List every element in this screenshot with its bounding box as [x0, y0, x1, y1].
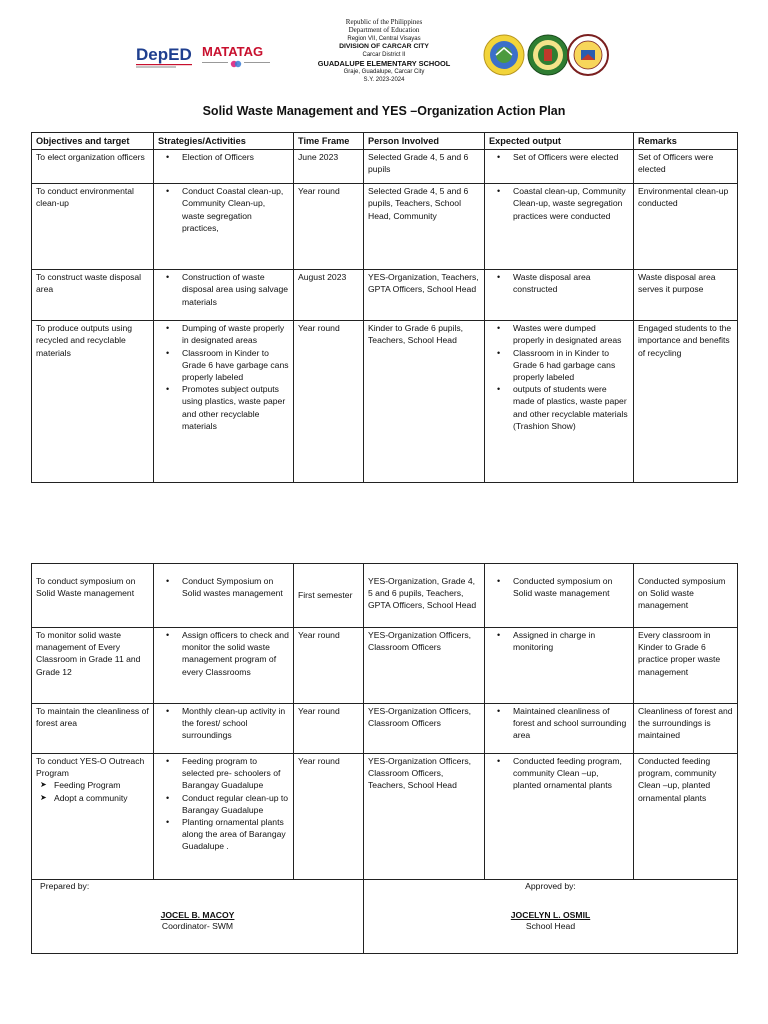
list-item: ➤ Adopt a community	[54, 792, 149, 804]
remarks-cell: Conducted symposium on Solid waste management	[634, 564, 738, 628]
objective-cell: To maintain the cleanliness of forest area	[32, 704, 154, 754]
persons-cell: YES-Organization, Grade 4, 5 and 6 pupils, Teachers, GPTA Officers, School Head	[364, 564, 485, 628]
approved-name: JOCELYN L. OSMIL	[510, 909, 591, 920]
output-cell	[485, 704, 634, 754]
strategies-cell	[154, 150, 294, 184]
prepared-name: JOCEL B. MACOY	[160, 909, 235, 920]
list-item: • Election of Officers	[182, 151, 289, 163]
department-line: Department of Education	[348, 26, 420, 35]
school-address: Graje, Guadalupe, Carcar City	[343, 69, 425, 76]
approved-by-cell	[364, 880, 738, 954]
column-header: Remarks	[634, 133, 738, 150]
strategies-cell	[154, 270, 294, 321]
list-item: • Set of Officers were elected	[513, 151, 629, 163]
remarks-cell: Environmental clean-up conducted	[634, 184, 738, 270]
persons-cell: YES-Organization Officers, Classroom Officers	[364, 704, 485, 754]
persons-cell: YES-Organization Officers, Classroom Officers	[364, 628, 485, 704]
table-row	[32, 704, 738, 754]
deped-seal-icon	[567, 34, 609, 76]
school-year: S.Y. 2023-2024	[363, 77, 405, 84]
strategies-cell	[154, 321, 294, 483]
approved-label: Approved by:	[525, 881, 576, 891]
table-row	[32, 150, 738, 184]
school-name: GUADALUPE ELEMENTARY SCHOOL	[317, 59, 451, 69]
persons-cell: Selected Grade 4, 5 and 6 pupils	[364, 150, 485, 184]
list-item: • Conduct regular clean-up to Barangay Guadalupe	[182, 792, 289, 816]
prepared-label: Prepared by:	[40, 881, 90, 891]
matatag-logo	[200, 38, 278, 72]
output-cell	[485, 564, 634, 628]
strategies-cell	[154, 184, 294, 270]
list-item: • Assigned in charge in monitoring	[513, 629, 629, 653]
strategies-cell	[154, 754, 294, 880]
column-header: Time Frame	[294, 133, 364, 150]
table-row	[32, 321, 738, 483]
list-item: • Waste disposal area constructed	[513, 271, 629, 295]
persons-cell: YES-Organization, Teachers, GPTA Officers, School Head	[364, 270, 485, 321]
persons-cell: Selected Grade 4, 5 and 6 pupils, Teachers, School Head, Community	[364, 184, 485, 270]
republic-line: Republic of the Philippines	[345, 18, 423, 26]
strategies-cell	[154, 704, 294, 754]
output-cell	[485, 150, 634, 184]
division-seal-icon	[527, 34, 569, 76]
list-item: ➤ Feeding Program	[54, 779, 149, 791]
list-item: • Conducted feeding program, community Clean –up, planted ornamental plants	[513, 755, 629, 792]
region-line: Region VII, Central Visayas	[347, 35, 421, 42]
column-header: Person Involved	[364, 133, 485, 150]
output-cell	[485, 754, 634, 880]
list-item: • Feeding program to selected pre- schoolers of Barangay Guadalupe	[182, 755, 289, 792]
list-item: • Maintained cleanliness of forest and school surrounding area	[513, 705, 629, 742]
list-item: • Classroom in in Kinder to Grade 6 had garbage cans properly labeled	[513, 347, 629, 384]
remarks-cell: Set of Officers were elected	[634, 150, 738, 184]
list-item: • Monthly clean-up activity in the forest/ school surroundings	[182, 705, 289, 742]
page-title: Solid Waste Management and YES –Organization Action Plan	[202, 104, 566, 118]
remarks-cell: Conducted feeding program, community Clean –up, planted ornamental plants	[634, 754, 738, 880]
deped-logo	[134, 38, 196, 72]
objective-cell: To elect organization officers	[32, 150, 154, 184]
prepared-by-cell	[32, 880, 364, 954]
strategies-cell	[154, 564, 294, 628]
matatag-logo-text: MATATAG	[202, 44, 264, 59]
objective-cell: To produce outputs using recycled and recyclable materials	[32, 321, 154, 483]
objective-text: To conduct YES-O Outreach Program	[36, 756, 145, 779]
table-row	[32, 754, 738, 880]
time-frame-cell: First semester	[294, 564, 364, 628]
objective-cell: To conduct symposium on Solid Waste management	[32, 564, 154, 628]
prepared-title: Coordinator- SWM	[161, 921, 234, 931]
time-frame-cell: August 2023	[294, 270, 364, 321]
list-item: • Promotes subject outputs using plastics, waste paper and other recyclable materials	[182, 383, 289, 432]
signature-row	[32, 880, 738, 954]
list-item: • Conduct Symposium on Solid wastes management	[182, 575, 289, 599]
approved-title: School Head	[525, 921, 576, 931]
action-plan-table	[31, 132, 738, 483]
objective-cell: To monitor solid waste management of Every Classroom in Grade 11 and Grade 12	[32, 628, 154, 704]
list-item: • Construction of waste disposal area using salvage materials	[182, 271, 289, 308]
objective-cell: To conduct environmental clean-up	[32, 184, 154, 270]
persons-cell: Kinder to Grade 6 pupils, Teachers, School Head	[364, 321, 485, 483]
time-frame-cell: June 2023	[294, 150, 364, 184]
table-row	[32, 270, 738, 321]
action-plan-table-continued	[31, 563, 738, 954]
list-item: • Assign officers to check and monitor the solid waste management program of every Classrooms	[182, 629, 289, 678]
remarks-cell: Cleanliness of forest and the surroundings is maintained	[634, 704, 738, 754]
output-cell	[485, 184, 634, 270]
time-frame-cell: Year round	[294, 184, 364, 270]
table-row	[32, 184, 738, 270]
list-item: • Planting ornamental plants along the area of Barangay Guadalupe .	[182, 816, 289, 853]
list-item: • Wastes were dumped properly in designated areas	[513, 322, 629, 346]
list-item: • Conducted symposium on Solid waste management	[513, 575, 629, 599]
letterhead	[0, 18, 768, 84]
table-row	[32, 628, 738, 704]
output-cell	[485, 270, 634, 321]
output-cell	[485, 321, 634, 483]
table-row	[32, 564, 738, 628]
district-line: Carcar District II	[362, 52, 406, 59]
table-header-row	[32, 133, 738, 150]
remarks-cell: Every classroom in Kinder to Grade 6 practice proper waste management	[634, 628, 738, 704]
list-item: • Classroom in Kinder to Grade 6 have garbage cans properly labeled	[182, 347, 289, 384]
remarks-cell: Engaged students to the importance and benefits of recycling	[634, 321, 738, 483]
time-frame-cell: Year round	[294, 321, 364, 483]
division-line: DIVISION OF CARCAR CITY	[339, 42, 429, 50]
list-item: • Coastal clean-up, Community Clean-up, waste segregation practices were conducted	[513, 185, 629, 222]
deped-logo-text: DepED	[136, 45, 192, 64]
time-frame-cell: Year round	[294, 704, 364, 754]
time-frame-cell: Year round	[294, 754, 364, 880]
strategies-cell	[154, 628, 294, 704]
objective-cell: To construct waste disposal area	[32, 270, 154, 321]
persons-cell: YES-Organization Officers, Classroom Officers, Teachers, School Head	[364, 754, 485, 880]
school-seal-icon	[483, 34, 525, 76]
remarks-cell: Waste disposal area serves it purpose	[634, 270, 738, 321]
column-header: Strategies/Activities	[154, 133, 294, 150]
list-item: • Dumping of waste properly in designated areas	[182, 322, 289, 346]
column-header: Objectives and target	[32, 133, 154, 150]
time-frame-cell: Year round	[294, 628, 364, 704]
list-item: • outputs of students were made of plastics, waste paper and other recyclable materials (Trashion Show)	[513, 383, 629, 432]
objective-cell	[32, 754, 154, 880]
output-cell	[485, 628, 634, 704]
list-item: • Conduct Coastal clean-up, Community Clean-up, waste segregation practices,	[182, 185, 289, 234]
column-header: Expected output	[485, 133, 634, 150]
